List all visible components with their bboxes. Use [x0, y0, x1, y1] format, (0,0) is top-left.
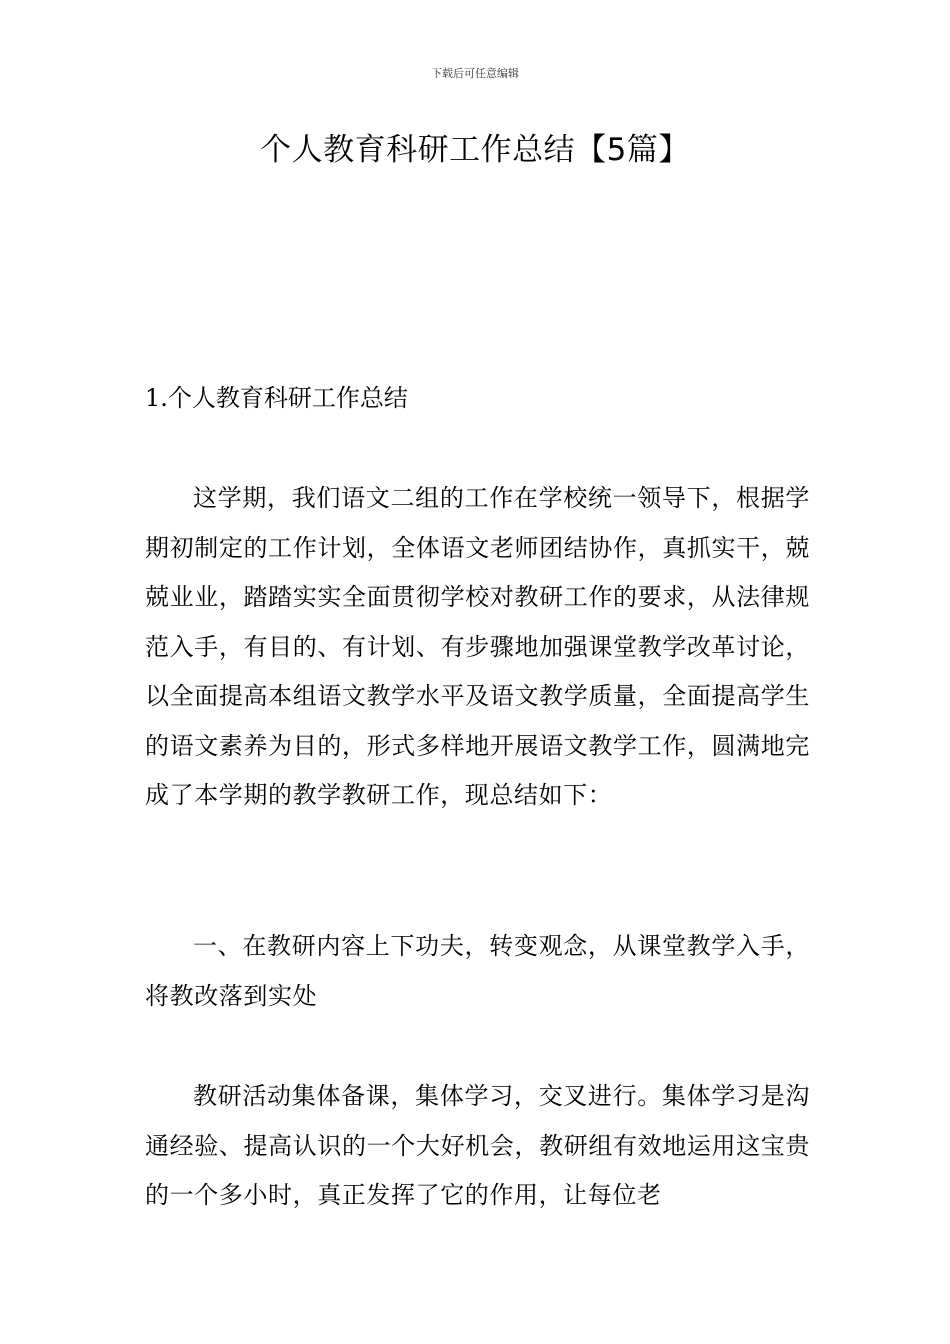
paragraph-intro: 这学期，我们语文二组的工作在学校统一领导下，根据学期初制定的工作计划，全体语文老师团结协作，真抓实干，兢兢业业，踏踏实实全面贯彻学校对教研工作的要求，从法律规范入手，有目的、有计划、有步骤地加强课堂教学改革讨论，以全面提高本组语文教学水平及语文教学质量，全面提高学生的语文素养为目的，形式多样地开展语文教学工作，圆满地完成了本学期的教学教研工作，现总结如下：: [145, 484, 810, 809]
section-heading: 1.个人教育科研工作总结: [145, 384, 408, 412]
document-title: 个人教育科研工作总结【5篇】: [260, 132, 690, 168]
paragraph-subheading-one: 一、在教研内容上下功夫，转变观念，从课堂教学入手，将教改落到实处: [145, 932, 810, 1010]
paragraph-teaching-research: 教研活动集体备课，集体学习，交叉进行。集体学习是沟通经验、提高认识的一个大好机会，教研组有效地运用这宝贵的一个多小时，真正发挥了它的作用，让每位老: [145, 1082, 810, 1209]
header-note: 下载后可任意编辑: [431, 67, 519, 80]
